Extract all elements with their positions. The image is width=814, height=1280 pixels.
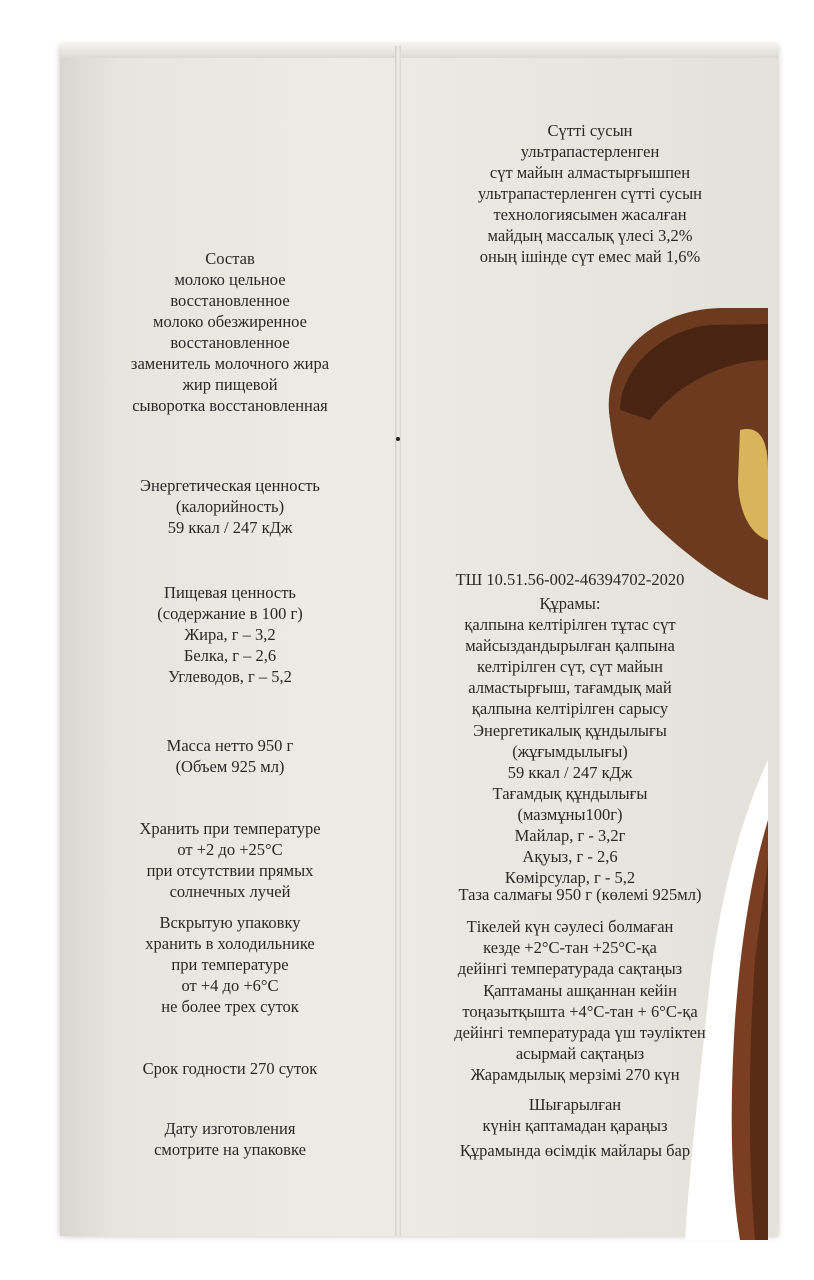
date-line: Шығарылған [528,1095,622,1114]
composition-line: қалпына келтірілген тұтас сүт [464,615,676,634]
header-line: ультрапастерленген сүтті сусын [478,184,702,203]
note-kz [400,1140,750,1161]
opened-line: при температуре [171,955,289,974]
date-ru [70,1118,390,1160]
composition-ru [70,248,390,416]
shelf-life-ru [70,1058,390,1079]
energy-line: 59 ккал / 247 кДж [167,518,293,537]
composition-line: алмастырғыш, тағамдық май [468,678,672,697]
note-line: Құрамында өсімдік майлары бар [459,1141,691,1160]
opened-kz [400,980,760,1064]
header-line: ультрапастерленген [520,142,660,161]
header-line: технологиясымен жасалған [493,205,687,224]
standard-line: ТШ 10.51.56-002-46394702-2020 [455,570,685,589]
composition-line: молоко цельное [174,270,286,289]
storage-line: Тікелей күн сәулесі болмаған [466,917,674,936]
shelf-life-line: Жарамдылық мерзімі 270 күн [470,1065,680,1084]
composition-title: Состав [205,249,255,268]
energy-line: Энергетикалық құндылығы [473,721,667,740]
header-line: майдың массалық үлесі 3,2% [487,226,693,245]
mass-ru [70,735,390,777]
composition-line: жир пищевой [182,375,278,394]
nutrition-ru [70,582,390,687]
nutrition-line: Ақуыз, г - 2,6 [522,847,618,866]
nutrition-line: Көмірсулар, г - 5,2 [504,868,636,887]
opened-line: асырмай сақтаңыз [515,1044,645,1063]
energy-line: (калорийность) [175,497,285,516]
storage-line: солнечных лучей [169,882,291,901]
standard-kz [400,569,740,590]
nutrition-line: (мазмұны100г) [517,805,623,824]
nutrition-line: Майлар, г - 3,2г [514,826,626,845]
print-dot [396,437,400,441]
mass-line: (Объем 925 мл) [175,757,285,776]
opened-ru [70,912,390,1017]
opened-line: Вскрытую упаковку [159,913,301,932]
header-line: сүт майын алмастырғышпен [489,163,691,182]
nutrition-line: Углеводов, г – 5,2 [168,667,292,686]
opened-line: тоңазытқышта +4°С-тан + 6°С-қа [462,1002,698,1021]
header-line: Сүтті сусын [547,121,633,140]
composition-line: Құрамы: [539,594,601,613]
opened-line: дейінгі температурада үш тәуліктен [454,1023,706,1042]
energy-kz [400,720,740,783]
storage-kz [400,916,740,979]
storage-line: от +2 до +25°С [177,840,283,859]
opened-line: от +4 до +6°С [181,976,279,995]
nutrition-line: Жира, г – 3,2 [184,625,276,644]
composition-line: молоко обезжиренное [153,312,307,331]
date-line: күнін қаптамадан қараңыз [482,1116,668,1135]
nutrition-line: Белка, г – 2,6 [183,646,277,665]
energy-line: 59 ккал / 247 кДж [507,763,633,782]
mass-kz [400,884,760,905]
opened-line: хранить в холодильнике [145,934,315,953]
opened-line: не более трех суток [161,997,299,1016]
shelf-life-kz [400,1064,750,1085]
composition-line: восстановленное [170,333,290,352]
composition-line: заменитель молочного жира [130,354,330,373]
energy-line: (жұғымдылығы) [512,742,628,761]
nutrition-line: Пищевая ценность [164,583,296,602]
storage-line: при отсутствии прямых [146,861,314,880]
date-line: смотрите на упаковке [154,1140,306,1159]
composition-line: сыворотка восстановленная [132,396,328,415]
opened-line: Қаптаманы ашқаннан кейін [483,981,677,1000]
storage-line: дейінгі температурада сақтаңыз [457,959,683,978]
composition-line: келтірілген сүт, сүт майын [477,657,663,676]
shelf-life-line: Срок годности 270 суток [142,1059,318,1078]
mass-line: Масса нетто 950 г [166,736,294,755]
composition-line: майсыздандырылған қалпына [465,636,675,655]
energy-ru [70,475,390,538]
date-line: Дату изготовления [164,1119,296,1138]
storage-line: кезде +2°С-тан +25°С-қа [483,938,657,957]
composition-line: восстановленное [170,291,290,310]
header-line: оның ішінде сүт емес май 1,6% [479,247,701,266]
nutrition-line: Тағамдық құндылығы [492,784,648,803]
storage-line: Хранить при температуре [139,819,321,838]
composition-line: қалпына келтірілген сарысу [471,699,669,718]
header-kz [400,120,780,267]
date-kz [400,1094,750,1136]
nutrition-line: (содержание в 100 г) [157,604,303,623]
carton-top-edge [60,44,778,58]
storage-ru [70,818,390,902]
mass-line: Таза салмағы 950 г (көлемі 925мл) [458,885,702,904]
energy-line: Энергетическая ценность [140,476,320,495]
nutrition-kz [400,783,740,888]
composition-kz [400,593,740,719]
